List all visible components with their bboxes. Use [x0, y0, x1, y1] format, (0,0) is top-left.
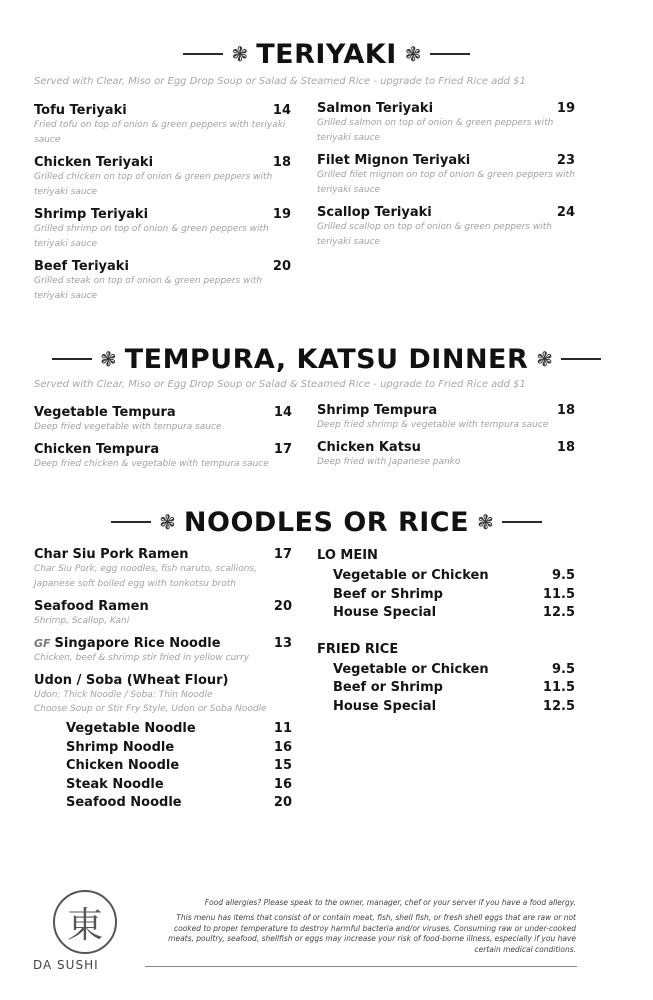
- served-with-note: Served with Clear, Miso or Egg Drop Soup or Salad & Steamed Rice - upgrade to Fried Rice add $1: [34, 379, 526, 390]
- item-description: Grilled chicken on top of onion & green peppers with teriyaki sauce: [34, 172, 273, 197]
- item-price: 18: [556, 440, 575, 455]
- menu-item: [34, 442, 292, 472]
- item-price: 14: [273, 405, 292, 420]
- item-name: Chicken Katsu: [317, 440, 421, 455]
- menu-item: [34, 259, 291, 304]
- option-price: 15: [273, 758, 292, 773]
- item-name: Tofu Teriyaki: [34, 103, 127, 118]
- raw-food-warning: This menu has items that consist of or contain meat, fish, shell fish, or fresh shell eggs that are raw or not cooked to proper temperature to destroy harmful bacteria and/or viruses. Consuming raw or under-cooked meats, poultry, seafood, shellfish or eggs may increase your risk of food-borne illness, especially if you have certain medical conditions.: [168, 913, 576, 954]
- flourish-icon: ❃: [99, 347, 117, 371]
- menu-item-udon: [34, 673, 292, 813]
- teriyaki-left-column: [34, 103, 291, 311]
- title-rule-left: [52, 358, 92, 360]
- udon-options: [66, 720, 292, 813]
- item-price: 19: [556, 101, 575, 116]
- noodles-right-column: [317, 548, 575, 716]
- item-price: 13: [273, 636, 292, 651]
- item-price: 17: [273, 547, 292, 562]
- item-name: Udon / Soba (Wheat Flour): [34, 673, 229, 688]
- teriyaki-right-column: [317, 101, 575, 257]
- flourish-icon: ❃: [159, 510, 176, 534]
- title-rule-left: [183, 53, 223, 55]
- item-name: Shrimp Tempura: [317, 403, 438, 418]
- item-price: 23: [556, 153, 575, 168]
- menu-item: [34, 103, 291, 148]
- option-price: 9.5: [551, 568, 575, 583]
- option-row: [66, 739, 292, 758]
- menu-item: [317, 205, 575, 250]
- option-row: [66, 776, 292, 795]
- option-price: 11: [273, 721, 292, 736]
- footer-notes: [150, 897, 576, 955]
- option-name: Vegetable or Chicken: [333, 568, 489, 583]
- menu-item: [34, 155, 291, 200]
- fried-rice-group: [317, 642, 575, 717]
- item-price: 20: [272, 259, 291, 274]
- menu-item: [317, 153, 575, 198]
- option-name: Shrimp Noodle: [66, 739, 175, 755]
- item-name: Shrimp Teriyaki: [34, 207, 149, 222]
- item-price: 20: [273, 599, 292, 614]
- option-row: [66, 757, 292, 776]
- item-description: Grilled shrimp on top of onion & green peppers with teriyaki sauce: [34, 224, 269, 249]
- logo-emblem-icon: 東: [53, 890, 117, 954]
- noodles-left-column: [34, 547, 292, 820]
- logo-wordmark: DA SUSHI: [33, 958, 99, 972]
- item-description: Grilled scallop on top of onion & green peppers with teriyaki sauce: [317, 222, 553, 247]
- item-price: 18: [556, 403, 575, 418]
- item-name: [34, 636, 221, 651]
- gluten-free-badge: GF: [34, 637, 51, 650]
- section-title-tempura: [0, 342, 653, 376]
- section-heading: NOODLES OR RICE: [183, 506, 470, 538]
- menu-item: [34, 547, 292, 592]
- title-rule-left: [111, 521, 151, 523]
- item-name: Filet Mignon Teriyaki: [317, 153, 471, 168]
- item-description: Udon: Thick Noodle / Soba: Thin Noodle: [34, 690, 213, 700]
- item-name: Char Siu Pork Ramen: [34, 547, 189, 562]
- item-description: Deep fried shrimp & vegetable with tempura sauce: [317, 420, 549, 430]
- served-with-note: Served with Clear, Miso or Egg Drop Soup or Salad & Steamed Rice - upgrade to Fried Rice add $1: [34, 76, 526, 87]
- restaurant-logo: [33, 888, 143, 974]
- item-description: Fried tofu on top of onion & green peppers with teriyaki sauce: [34, 120, 286, 145]
- option-row: [333, 586, 575, 605]
- option-price: 11.5: [542, 680, 575, 695]
- item-description: Deep fried chicken & vegetable with tempura sauce: [34, 459, 269, 469]
- item-name: Vegetable Tempura: [34, 405, 176, 420]
- menu-item: [34, 207, 291, 252]
- option-name: House Special: [333, 605, 437, 620]
- option-name: Seafood Noodle: [66, 795, 182, 810]
- item-description: Chicken, beef & shrimp stir fried in yellow curry: [34, 653, 250, 663]
- item-description: Char Siu Pork, egg noodles, fish naruto, scallions, Japanese soft boiled egg with tonkotsu broth: [34, 564, 257, 589]
- option-name: Vegetable Noodle: [66, 721, 196, 736]
- option-name: Beef or Shrimp: [333, 586, 443, 602]
- menu-item: [34, 405, 292, 435]
- menu-item: [34, 636, 292, 666]
- menu-item: [317, 101, 575, 146]
- option-row: [333, 698, 575, 717]
- allergy-note: Food allergies? Please speak to the owner, manager, chef or your server if you have a food allergy.: [204, 898, 576, 907]
- title-rule-right: [430, 53, 470, 55]
- option-name: House Special: [333, 698, 437, 714]
- tempura-left-column: [34, 405, 292, 479]
- option-price: 12.5: [542, 605, 575, 620]
- option-row: [66, 720, 292, 739]
- section-title-teriyaki: [0, 37, 653, 71]
- footer-divider: [145, 966, 577, 967]
- option-row: [333, 679, 575, 698]
- item-name-text: Singapore Rice Noodle: [54, 636, 221, 651]
- option-row: [333, 604, 575, 623]
- flourish-icon: ❃: [404, 42, 422, 66]
- lo-mein-options: [333, 567, 575, 623]
- section-heading: TEMPURA, KATSU DINNER: [124, 343, 529, 375]
- option-price: 20: [273, 795, 292, 810]
- group-heading: LO MEIN: [317, 548, 378, 563]
- item-price: 24: [556, 205, 575, 220]
- item-price: 19: [272, 207, 291, 222]
- item-price: 18: [272, 155, 291, 170]
- item-description: Deep fried with Japanese panko: [317, 457, 461, 467]
- item-description: Grilled salmon on top of onion & green peppers with teriyaki sauce: [317, 118, 554, 143]
- item-description: Shrimp, Scallop, Kani: [34, 616, 130, 626]
- item-name: Beef Teriyaki: [34, 259, 129, 274]
- item-description: Grilled steak on top of onion & green peppers with teriyaki sauce: [34, 276, 263, 301]
- item-price: 14: [272, 103, 291, 118]
- option-price: 16: [273, 739, 292, 755]
- menu-item: [34, 599, 292, 629]
- option-name: Beef or Shrimp: [333, 680, 443, 695]
- item-name: Scallop Teriyaki: [317, 205, 432, 220]
- title-rule-right: [561, 358, 601, 360]
- lo-mein-group: [317, 548, 575, 623]
- flourish-icon: ❃: [536, 347, 554, 371]
- option-price: 11.5: [542, 586, 575, 602]
- item-price: 17: [273, 442, 292, 457]
- tempura-right-column: [317, 403, 575, 477]
- flourish-icon: ❃: [231, 42, 249, 66]
- item-description: Choose Soup or Stir Fry Style, Udon or Soba Noodle: [34, 704, 267, 714]
- group-heading: FRIED RICE: [317, 641, 399, 657]
- menu-item: [317, 403, 575, 433]
- section-title-noodles: [0, 505, 653, 539]
- option-name: Vegetable or Chicken: [333, 661, 489, 677]
- option-row: [333, 661, 575, 680]
- item-description: Grilled filet mignon on top of onion & green peppers with teriyaki sauce: [317, 170, 575, 195]
- fried-rice-options: [333, 661, 575, 717]
- option-name: Chicken Noodle: [66, 758, 180, 773]
- item-name: Chicken Teriyaki: [34, 155, 154, 170]
- option-price: 16: [273, 776, 292, 792]
- item-name: Salmon Teriyaki: [317, 101, 434, 116]
- title-rule-right: [502, 521, 542, 523]
- option-price: 9.5: [551, 661, 575, 677]
- menu-item: [317, 440, 575, 470]
- section-heading: TERIYAKI: [256, 38, 397, 70]
- item-name: Chicken Tempura: [34, 442, 160, 457]
- flourish-icon: ❃: [477, 510, 494, 534]
- option-price: 12.5: [542, 698, 575, 714]
- item-description: Deep fried vegetable with tempura sauce: [34, 422, 222, 432]
- option-name: Steak Noodle: [66, 776, 164, 792]
- option-row: [66, 794, 292, 813]
- item-name: Seafood Ramen: [34, 599, 149, 614]
- option-row: [333, 567, 575, 586]
